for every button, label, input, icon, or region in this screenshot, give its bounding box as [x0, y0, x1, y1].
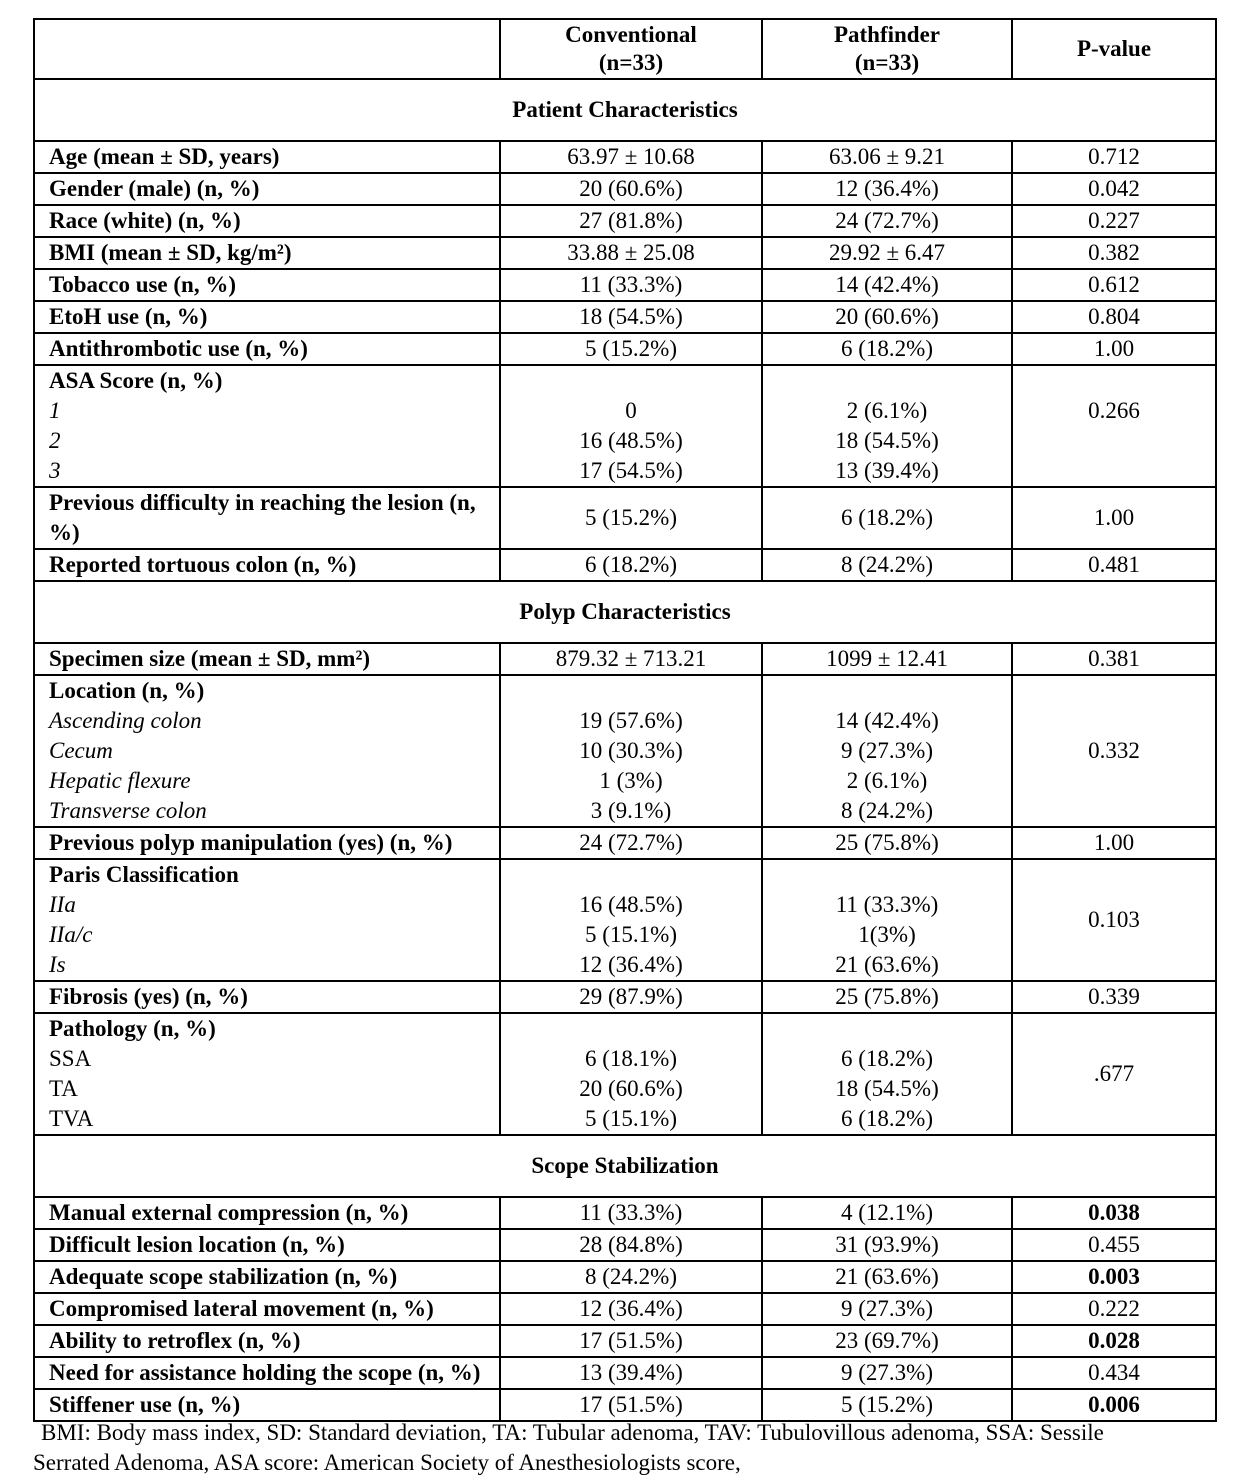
- pathfinder-cell: 21 (63.6%): [762, 1261, 1012, 1293]
- value-line: 0.266: [1088, 398, 1140, 423]
- pvalue-cell: 0.103: [1012, 859, 1216, 981]
- sub-label: Ascending colon: [49, 708, 202, 733]
- table-row: [34, 1293, 1216, 1325]
- pvalue-cell: 0.481: [1012, 549, 1216, 581]
- value-line: 17 (54.5%): [579, 458, 683, 483]
- conventional-cell: [500, 859, 762, 981]
- pvalue-cell: 0.028: [1012, 1325, 1216, 1357]
- pvalue-cell: [1012, 365, 1216, 487]
- table-row: [34, 487, 1216, 549]
- row-label: Difficult lesion location (n, %): [49, 1232, 345, 1257]
- pathfinder-cell: 8 (24.2%): [762, 549, 1012, 581]
- table-row: [34, 301, 1216, 333]
- conventional-cell: [500, 675, 762, 827]
- row-label: Ability to retroflex (n, %): [49, 1328, 301, 1353]
- footnote-line: Serrated Adenoma, ASA score: American Society of Anesthesiologists score,: [33, 1450, 741, 1475]
- section-row: [34, 581, 1216, 643]
- value-line: 13 (39.4%): [835, 458, 939, 483]
- sub-label: 2: [49, 428, 61, 453]
- pvalue-cell: 0.455: [1012, 1229, 1216, 1261]
- header-conventional: [500, 19, 762, 79]
- pathfinder-cell: [762, 1013, 1012, 1135]
- section-row: [34, 79, 1216, 141]
- pvalue-cell: 0.382: [1012, 237, 1216, 269]
- sub-label: Is: [49, 952, 66, 977]
- row-label: BMI (mean ± SD, kg/m²): [49, 240, 292, 265]
- conventional-cell: 879.32 ± 713.21: [500, 643, 762, 675]
- sub-label: Hepatic flexure: [49, 768, 191, 793]
- pvalue-cell: 0.222: [1012, 1293, 1216, 1325]
- pathfinder-cell: 20 (60.6%): [762, 301, 1012, 333]
- pathfinder-cell: 31 (93.9%): [762, 1229, 1012, 1261]
- header-pathfinder-name: Pathfinder: [833, 22, 941, 47]
- table-row: [34, 141, 1216, 173]
- pvalue-cell: 0.042: [1012, 173, 1216, 205]
- table-row: [34, 269, 1216, 301]
- conventional-cell: 8 (24.2%): [500, 1261, 762, 1293]
- table-row: [34, 237, 1216, 269]
- value-line: 18 (54.5%): [835, 1076, 939, 1101]
- header-pathfinder: [762, 19, 1012, 79]
- pathfinder-cell: 29.92 ± 6.47: [762, 237, 1012, 269]
- header-row: [34, 19, 1216, 79]
- table-row: [34, 859, 1216, 981]
- value-line: 2 (6.1%): [846, 768, 928, 793]
- pvalue-cell: 1.00: [1012, 487, 1216, 549]
- conventional-cell: 29 (87.9%): [500, 981, 762, 1013]
- row-label: Tobacco use (n, %): [49, 272, 236, 297]
- pathfinder-cell: [762, 675, 1012, 827]
- conventional-cell: 11 (33.3%): [500, 1197, 762, 1229]
- pathfinder-cell: 9 (27.3%): [762, 1357, 1012, 1389]
- conventional-cell: 12 (36.4%): [500, 1293, 762, 1325]
- sub-label: Cecum: [49, 738, 113, 763]
- header-pvalue: P-value: [1012, 19, 1216, 79]
- row-label: Pathology (n, %): [49, 1016, 216, 1041]
- value-line: 6 (18.1%): [585, 1046, 677, 1071]
- conventional-cell: 33.88 ± 25.08: [500, 237, 762, 269]
- table-row: [34, 675, 1216, 827]
- row-label: Location (n, %): [49, 678, 205, 703]
- pvalue-cell: 0.227: [1012, 205, 1216, 237]
- conventional-cell: [500, 365, 762, 487]
- row-label: Previous polyp manipulation (yes) (n, %): [49, 830, 453, 855]
- row-label: Antithrombotic use (n, %): [49, 336, 308, 361]
- conventional-cell: 20 (60.6%): [500, 173, 762, 205]
- table-row: [34, 827, 1216, 859]
- sub-label: TVA: [49, 1106, 94, 1131]
- row-label: ASA Score (n, %): [49, 368, 223, 393]
- table-footnote: [33, 1418, 1223, 1478]
- conventional-cell: 63.97 ± 10.68: [500, 141, 762, 173]
- pvalue-cell: 0.612: [1012, 269, 1216, 301]
- header-conventional-name: Conventional: [565, 22, 697, 47]
- row-label: Need for assistance holding the scope (n, %): [49, 1360, 481, 1385]
- section-row: [34, 1135, 1216, 1197]
- pvalue-cell: 0.038: [1012, 1197, 1216, 1229]
- value-line: 11 (33.3%): [835, 892, 939, 917]
- sub-label: 3: [49, 458, 61, 483]
- pvalue-cell: 0.003: [1012, 1261, 1216, 1293]
- value-line: 6 (18.2%): [841, 1106, 933, 1131]
- conventional-cell: 5 (15.2%): [500, 333, 762, 365]
- row-label: Stiffener use (n, %): [49, 1392, 241, 1417]
- row-label: Manual external compression (n, %): [49, 1200, 409, 1225]
- value-line: 14 (42.4%): [835, 708, 939, 733]
- value-line: 1(3%): [858, 922, 916, 947]
- conventional-cell: 13 (39.4%): [500, 1357, 762, 1389]
- value-line: 10 (30.3%): [579, 738, 683, 763]
- value-line: 0: [625, 398, 637, 423]
- conventional-cell: 6 (18.2%): [500, 549, 762, 581]
- value-line: 9 (27.3%): [841, 738, 933, 763]
- pathfinder-cell: 6 (18.2%): [762, 487, 1012, 549]
- sub-label: TA: [49, 1076, 78, 1101]
- pvalue-cell: 0.434: [1012, 1357, 1216, 1389]
- table-row: [34, 1389, 1216, 1421]
- conventional-cell: 17 (51.5%): [500, 1325, 762, 1357]
- value-line: 16 (48.5%): [579, 428, 683, 453]
- pathfinder-cell: 14 (42.4%): [762, 269, 1012, 301]
- footnote-line: BMI: Body mass index, SD: Standard deviation, TA: Tubular adenoma, TAV: Tubulovillous adenoma, SSA: Sessile: [41, 1420, 1104, 1445]
- pvalue-cell: 0.339: [1012, 981, 1216, 1013]
- pathfinder-cell: 6 (18.2%): [762, 333, 1012, 365]
- value-line: 20 (60.6%): [579, 1076, 683, 1101]
- sub-label: SSA: [49, 1046, 92, 1071]
- pvalue-cell: 1.00: [1012, 827, 1216, 859]
- sub-label: 1: [49, 398, 61, 423]
- pathfinder-cell: 25 (75.8%): [762, 981, 1012, 1013]
- section-title: Patient Characteristics: [34, 79, 1216, 141]
- sub-label: Transverse colon: [49, 798, 207, 823]
- table-row: [34, 549, 1216, 581]
- pathfinder-cell: 24 (72.7%): [762, 205, 1012, 237]
- conventional-cell: 27 (81.8%): [500, 205, 762, 237]
- value-line: 18 (54.5%): [835, 428, 939, 453]
- table-row: [34, 643, 1216, 675]
- row-label: Reported tortuous colon (n, %): [49, 552, 357, 577]
- row-label: Gender (male) (n, %): [49, 176, 260, 201]
- value-line: 3 (9.1%): [590, 798, 672, 823]
- pathfinder-cell: 25 (75.8%): [762, 827, 1012, 859]
- value-line: 19 (57.6%): [579, 708, 683, 733]
- table-row: [34, 981, 1216, 1013]
- table-row: [34, 333, 1216, 365]
- row-label: Previous difficulty in reaching the lesion (n, %): [49, 490, 476, 545]
- table-row: [34, 1325, 1216, 1357]
- pvalue-cell: .677: [1012, 1013, 1216, 1135]
- pvalue-cell: 0.006: [1012, 1389, 1216, 1421]
- pvalue-cell: 0.332: [1012, 675, 1216, 827]
- row-label: Fibrosis (yes) (n, %): [49, 984, 248, 1009]
- row-label: Race (white) (n, %): [49, 208, 241, 233]
- characteristics-table: [33, 18, 1217, 1422]
- conventional-cell: [500, 1013, 762, 1135]
- row-label: Adequate scope stabilization (n, %): [49, 1264, 398, 1289]
- conventional-cell: 11 (33.3%): [500, 269, 762, 301]
- sub-label: IIa/c: [49, 922, 93, 947]
- pathfinder-cell: 5 (15.2%): [762, 1389, 1012, 1421]
- value-line: 2 (6.1%): [846, 398, 928, 423]
- pvalue-cell: 1.00: [1012, 333, 1216, 365]
- value-line: 16 (48.5%): [579, 892, 683, 917]
- conventional-cell: 18 (54.5%): [500, 301, 762, 333]
- table-row: [34, 365, 1216, 487]
- row-label: Age (mean ± SD, years): [49, 144, 280, 169]
- pvalue-cell: 0.804: [1012, 301, 1216, 333]
- row-label: Specimen size (mean ± SD, mm²): [49, 646, 371, 671]
- table-row: [34, 1357, 1216, 1389]
- pvalue-cell: 0.381: [1012, 643, 1216, 675]
- value-line: 6 (18.2%): [841, 1046, 933, 1071]
- table-row: [34, 1197, 1216, 1229]
- row-label: EtoH use (n, %): [49, 304, 208, 329]
- pathfinder-cell: 63.06 ± 9.21: [762, 141, 1012, 173]
- conventional-cell: 17 (51.5%): [500, 1389, 762, 1421]
- row-label: Paris Classification: [49, 862, 239, 887]
- pathfinder-cell: 12 (36.4%): [762, 173, 1012, 205]
- table-row: [34, 1229, 1216, 1261]
- value-line: 5 (15.1%): [585, 922, 677, 947]
- pvalue-cell: 0.712: [1012, 141, 1216, 173]
- pathfinder-cell: 23 (69.7%): [762, 1325, 1012, 1357]
- value-line: 1 (3%): [599, 768, 663, 793]
- table-row: [34, 173, 1216, 205]
- section-title: Polyp Characteristics: [34, 581, 1216, 643]
- value-line: 12 (36.4%): [579, 952, 683, 977]
- row-label: Compromised lateral movement (n, %): [49, 1296, 434, 1321]
- value-line: 5 (15.1%): [585, 1106, 677, 1131]
- section-title: Scope Stabilization: [34, 1135, 1216, 1197]
- table-row: [34, 1013, 1216, 1135]
- sub-label: IIa: [49, 892, 76, 917]
- pathfinder-cell: [762, 859, 1012, 981]
- table-row: [34, 205, 1216, 237]
- pathfinder-cell: [762, 365, 1012, 487]
- header-empty-cell: [34, 19, 500, 79]
- header-conventional-n: (n=33): [598, 50, 664, 75]
- header-pathfinder-n: (n=33): [854, 50, 920, 75]
- pathfinder-cell: 9 (27.3%): [762, 1293, 1012, 1325]
- pathfinder-cell: 1099 ± 12.41: [762, 643, 1012, 675]
- value-line: 21 (63.6%): [835, 952, 939, 977]
- conventional-cell: 24 (72.7%): [500, 827, 762, 859]
- conventional-cell: 5 (15.2%): [500, 487, 762, 549]
- value-line: 8 (24.2%): [841, 798, 933, 823]
- pathfinder-cell: 4 (12.1%): [762, 1197, 1012, 1229]
- conventional-cell: 28 (84.8%): [500, 1229, 762, 1261]
- table-row: [34, 1261, 1216, 1293]
